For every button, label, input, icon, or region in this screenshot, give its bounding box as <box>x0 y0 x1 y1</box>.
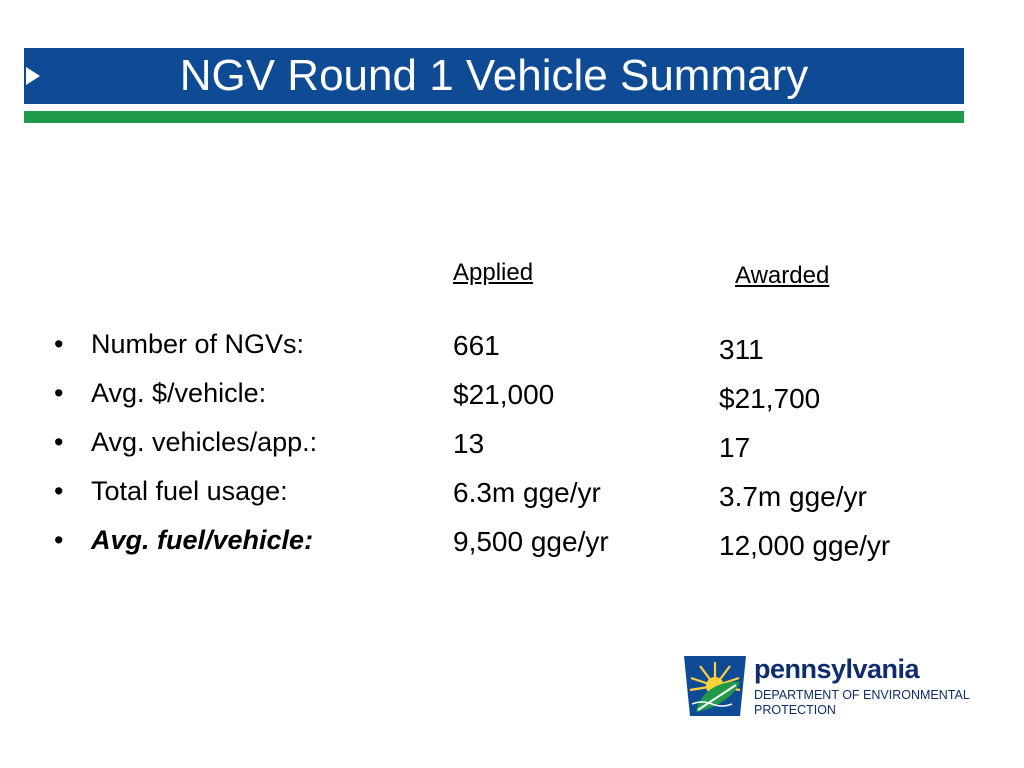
logo-department-line: DEPARTMENT OF ENVIRONMENTAL <box>754 688 970 702</box>
column-header-awarded: Awarded <box>735 262 830 289</box>
applied-value: 9,500 gge/yr <box>453 526 609 557</box>
logo-wordmark: pennsylvania <box>754 654 920 684</box>
pa-dep-logo <box>682 652 982 720</box>
awarded-value: 12,000 gge/yr <box>719 530 891 561</box>
awarded-value: $21,700 <box>719 383 821 414</box>
metric-label: Avg. vehicles/app.: <box>91 427 318 457</box>
keystone-logo-icon <box>682 652 748 718</box>
bullet-icon: • <box>54 427 64 457</box>
applied-value: $21,000 <box>453 379 555 410</box>
metric-label: Avg. $/vehicle: <box>91 378 267 408</box>
slide-title: NGV Round 1 Vehicle Summary <box>179 51 809 100</box>
bullet-icon: • <box>54 329 64 359</box>
applied-value: 661 <box>453 330 500 361</box>
green-divider <box>24 111 964 123</box>
bullet-icon: • <box>54 378 64 408</box>
metric-label: Total fuel usage: <box>91 476 288 506</box>
applied-value: 6.3m gge/yr <box>453 477 601 508</box>
awarded-value: 311 <box>719 334 764 365</box>
metric-label: Number of NGVs: <box>91 329 305 359</box>
awarded-value: 3.7m gge/yr <box>719 481 867 512</box>
column-header-applied: Applied <box>453 259 534 286</box>
awarded-values <box>719 332 890 577</box>
awarded-value: 17 <box>719 432 751 463</box>
logo-department <box>754 688 970 718</box>
bullet-icon: • <box>54 476 64 506</box>
applied-values <box>453 328 609 573</box>
applied-value: 13 <box>453 428 485 459</box>
metric-label: Avg. fuel/vehicle: <box>91 525 314 555</box>
logo-department-line: PROTECTION <box>754 703 836 717</box>
bullet-icon: • <box>54 525 64 555</box>
